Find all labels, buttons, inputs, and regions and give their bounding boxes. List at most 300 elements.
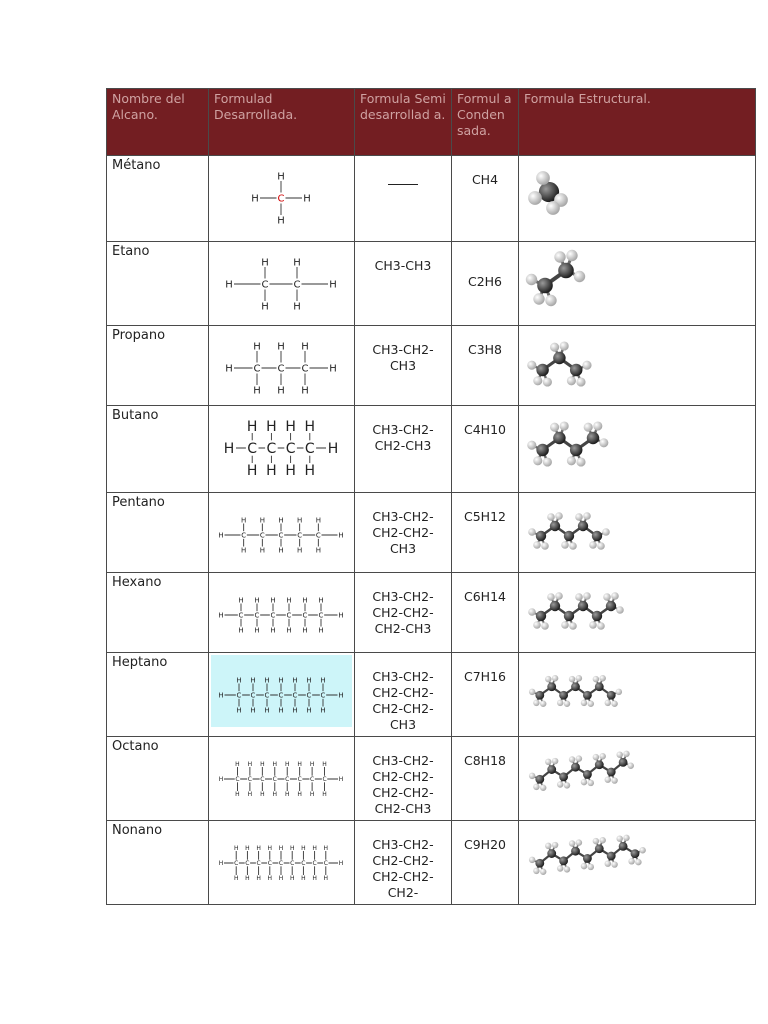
hydrogen-atom: H xyxy=(278,706,284,715)
hydrogen-atom: H xyxy=(278,516,284,525)
carbon-ball xyxy=(536,364,548,376)
hydrogen-ball xyxy=(557,700,563,706)
hydrogen-atom: H xyxy=(218,776,224,784)
carbon-atom: C xyxy=(322,776,327,784)
alkane-name: Métano xyxy=(107,156,209,242)
hydrogen-ball xyxy=(569,622,577,630)
carbon-atom: C xyxy=(315,531,321,540)
hydrogen-atom: H xyxy=(277,215,285,227)
carbon-atom: C xyxy=(235,776,240,784)
hydrogen-atom: H xyxy=(247,761,253,769)
developed-formula-drawing xyxy=(211,575,351,647)
hydrogen-ball xyxy=(635,859,641,865)
carbon-ball xyxy=(570,364,582,376)
carbon-ball xyxy=(570,444,582,456)
ball-and-stick-model xyxy=(521,158,671,230)
hydrogen-ball xyxy=(545,676,551,682)
alkane-name: Butano xyxy=(107,406,209,493)
hydrogen-atom: H xyxy=(312,875,317,883)
hydrogen-atom: H xyxy=(272,791,278,799)
hydrogen-ball xyxy=(560,421,569,430)
table-row xyxy=(107,821,756,905)
hydrogen-atom: H xyxy=(241,546,247,555)
hydrogen-ball xyxy=(597,542,605,550)
hydrogen-atom: H xyxy=(322,791,327,799)
developed-formula-cell xyxy=(209,493,355,573)
hydrogen-ball xyxy=(533,456,542,465)
hydrogen-atom: H xyxy=(338,860,344,868)
condensed-formula-cell xyxy=(452,242,519,326)
hydrogen-ball xyxy=(593,838,599,844)
carbon-atom: C xyxy=(310,776,315,784)
hydrogen-ball xyxy=(547,513,555,521)
hydrogen-atom: H xyxy=(302,626,308,635)
hydrogen-ball xyxy=(623,751,629,757)
carbon-atom: C xyxy=(293,279,301,291)
developed-formula-drawing xyxy=(211,158,351,230)
hydrogen-ball xyxy=(623,835,629,841)
table-row xyxy=(107,242,756,326)
table-row xyxy=(107,573,756,653)
hydrogen-ball xyxy=(550,423,559,432)
hydrogen-ball xyxy=(616,606,624,614)
alkane-name: Pentano xyxy=(107,493,209,573)
carbon-atom: C xyxy=(312,860,317,868)
carbon-atom: C xyxy=(272,776,277,784)
structural-formula-cell xyxy=(519,493,756,573)
carbon-ball xyxy=(592,611,602,621)
carbon-ball xyxy=(535,859,544,868)
hydrogen-ball xyxy=(545,295,556,306)
hydrogen-ball xyxy=(555,512,563,520)
hydrogen-ball xyxy=(527,361,536,370)
hydrogen-ball xyxy=(569,676,575,682)
carbon-atom: C xyxy=(285,440,296,457)
ball-and-stick-model xyxy=(521,328,671,400)
carbon-atom: C xyxy=(254,611,260,620)
hydrogen-ball xyxy=(557,781,563,787)
carbon-ball xyxy=(587,432,599,444)
condensed-formula: C6H14 xyxy=(464,589,506,604)
semi-formula: CH3-CH2-CH2-CH2-CH2-CH2-CH2- xyxy=(372,837,434,900)
hydrogen-ball xyxy=(602,528,610,536)
hydrogen-atom: H xyxy=(309,761,315,769)
hydrogen-ball xyxy=(576,457,585,466)
hydrogen-ball xyxy=(555,592,563,600)
hydrogen-ball xyxy=(528,608,536,616)
header-developed-formula: Formulad Desarrollada. xyxy=(209,89,355,156)
hydrogen-atom: H xyxy=(338,776,344,784)
carbon-atom: C xyxy=(260,776,265,784)
hydrogen-atom: H xyxy=(322,761,327,769)
hydrogen-atom: H xyxy=(293,301,301,313)
hydrogen-atom: H xyxy=(235,791,240,799)
hydrogen-atom: H xyxy=(329,279,337,291)
carbon-atom: C xyxy=(261,279,269,291)
carbon-ball xyxy=(535,775,544,784)
semi-formula: CH3-CH3 xyxy=(374,258,432,273)
table-row xyxy=(107,737,756,821)
hydrogen-atom: H xyxy=(285,462,296,479)
hydrogen-ball xyxy=(589,621,597,629)
hydrogen-atom: H xyxy=(297,761,302,769)
hydrogen-atom: H xyxy=(225,363,233,375)
hydrogen-ball xyxy=(599,753,605,759)
hydrogen-ball xyxy=(581,779,587,785)
hydrogen-atom: H xyxy=(318,596,324,605)
hydrogen-ball xyxy=(540,701,546,707)
carbon-atom: C xyxy=(234,860,239,868)
hydrogen-ball xyxy=(560,341,569,350)
hydrogen-ball xyxy=(576,755,582,761)
hydrogen-ball xyxy=(541,622,549,630)
hydrogen-atom: H xyxy=(233,875,239,883)
semi-formula-cell xyxy=(355,242,452,326)
hydrogen-ball xyxy=(533,293,544,304)
hydrogen-ball xyxy=(550,343,559,352)
hydrogen-ball xyxy=(533,784,539,790)
hydrogen-atom: H xyxy=(254,626,260,635)
carbon-atom: C xyxy=(259,531,265,540)
hydrogen-ball xyxy=(582,361,591,370)
carbon-ball xyxy=(559,856,568,865)
header-semi-developed-formula: Formula Semi desarrollad a. xyxy=(355,89,452,156)
developed-formula-drawing xyxy=(211,823,351,895)
hydrogen-atom: H xyxy=(259,546,265,555)
hydrogen-atom: H xyxy=(236,676,242,685)
hydrogen-ball xyxy=(533,700,539,706)
hydrogen-atom: H xyxy=(250,706,256,715)
hydrogen-atom: H xyxy=(289,845,295,853)
hydrogen-atom: H xyxy=(323,845,329,853)
condensed-formula: C9H20 xyxy=(464,837,506,852)
hydrogen-atom: H xyxy=(264,676,270,685)
hydrogen-atom: H xyxy=(289,875,295,883)
hydrogen-atom: H xyxy=(312,845,317,853)
hydrogen-atom: H xyxy=(320,676,326,685)
carbon-atom: C xyxy=(301,860,306,868)
hydrogen-atom: H xyxy=(261,301,269,313)
alkane-name: Octano xyxy=(107,737,209,821)
carbon-ball xyxy=(564,611,574,621)
header-name: Nombre del Alcano. xyxy=(107,89,209,156)
carbon-atom: C xyxy=(253,363,261,375)
hydrogen-atom: H xyxy=(286,596,292,605)
hydrogen-atom: H xyxy=(233,845,239,853)
hydrogen-atom: H xyxy=(315,546,321,555)
hydrogen-ball xyxy=(581,700,587,706)
hydrogen-atom: H xyxy=(301,385,309,397)
table-row xyxy=(107,406,756,493)
semi-formula: CH3-CH2-CH2-CH3 xyxy=(372,422,434,453)
hydrogen-atom: H xyxy=(297,791,302,799)
hydrogen-atom: H xyxy=(292,706,298,715)
alkane-name: Propano xyxy=(107,326,209,406)
carbon-ball xyxy=(553,432,565,444)
carbon-ball xyxy=(606,601,616,611)
carbon-ball xyxy=(583,770,592,779)
hydrogen-ball xyxy=(611,592,619,600)
hydrogen-ball xyxy=(597,622,605,630)
condensed-formula-cell xyxy=(452,156,519,242)
hydrogen-ball xyxy=(569,840,575,846)
hydrogen-ball xyxy=(541,542,549,550)
hydrogen-ball xyxy=(540,869,546,875)
ball-and-stick-model xyxy=(521,823,671,895)
structural-formula-cell xyxy=(519,737,756,821)
hydrogen-atom: H xyxy=(302,596,308,605)
header-structural-formula: Formula Estructural. xyxy=(519,89,756,156)
carbon-atom: C xyxy=(247,440,258,457)
hydrogen-atom: H xyxy=(278,546,284,555)
carbon-ball xyxy=(583,691,592,700)
hydrogen-atom: H xyxy=(284,761,290,769)
hydrogen-atom: H xyxy=(301,875,306,883)
carbon-atom: C xyxy=(323,860,328,868)
carbon-ball xyxy=(607,691,616,700)
hydrogen-ball xyxy=(533,868,539,874)
hydrogen-ball xyxy=(611,701,617,707)
carbon-atom: C xyxy=(285,776,290,784)
hydrogen-ball xyxy=(536,171,550,185)
hydrogen-ball xyxy=(593,754,599,760)
hydrogen-ball xyxy=(529,689,535,695)
hydrogen-atom: H xyxy=(297,546,303,555)
hydrogen-ball xyxy=(616,751,622,757)
carbon-ball xyxy=(536,531,546,541)
developed-formula-drawing xyxy=(211,408,351,480)
hydrogen-atom: H xyxy=(253,385,261,397)
hydrogen-ball xyxy=(603,593,611,601)
hydrogen-atom: H xyxy=(260,761,265,769)
hydrogen-atom: H xyxy=(245,845,250,853)
hydrogen-ball xyxy=(569,756,575,762)
hydrogen-ball xyxy=(528,191,542,205)
carbon-atom: C xyxy=(278,531,284,540)
developed-formula-cell xyxy=(209,821,355,905)
semi-formula-cell xyxy=(355,406,452,493)
hydrogen-atom: H xyxy=(246,462,258,479)
hydrogen-atom: H xyxy=(338,691,344,700)
hydrogen-ball xyxy=(547,593,555,601)
hydrogen-atom: H xyxy=(327,440,339,457)
carbon-ball xyxy=(558,263,574,279)
hydrogen-atom: H xyxy=(301,341,309,353)
hydrogen-ball xyxy=(526,274,537,285)
semi-formula-blank xyxy=(388,184,418,185)
hydrogen-ball xyxy=(554,251,565,262)
alkane-name: Hexano xyxy=(107,573,209,653)
hydrogen-ball xyxy=(588,864,594,870)
carbon-ball xyxy=(619,758,628,767)
hydrogen-atom: H xyxy=(266,418,277,435)
hydrogen-ball xyxy=(581,863,587,869)
hydrogen-atom: H xyxy=(264,706,270,715)
developed-formula-cell xyxy=(209,737,355,821)
hydrogen-atom: H xyxy=(278,845,284,853)
semi-formula-cell xyxy=(355,653,452,737)
hydrogen-atom: H xyxy=(260,791,265,799)
carbon-atom: C xyxy=(245,860,250,868)
hydrogen-ball xyxy=(564,701,570,707)
ball-and-stick-model xyxy=(521,739,671,811)
hydrogen-atom: H xyxy=(236,706,242,715)
condensed-formula: C7H16 xyxy=(464,669,506,684)
hydrogen-ball xyxy=(575,593,583,601)
hydrogen-ball xyxy=(543,457,552,466)
semi-formula-cell xyxy=(355,821,452,905)
carbon-ball xyxy=(547,682,556,691)
hydrogen-ball xyxy=(533,376,542,385)
hydrogen-atom: H xyxy=(238,626,244,635)
hydrogen-ball xyxy=(611,777,617,783)
hydrogen-ball xyxy=(564,866,570,872)
hydrogen-atom: H xyxy=(250,676,256,685)
developed-formula-drawing xyxy=(211,655,351,727)
hydrogen-ball xyxy=(605,860,611,866)
developed-formula-drawing xyxy=(211,244,351,316)
carbon-atom: C xyxy=(277,193,285,205)
table-row xyxy=(107,653,756,737)
semi-formula: CH3-CH2-CH2-CH2-CH2-CH3 xyxy=(372,589,434,636)
hydrogen-ball xyxy=(552,758,558,764)
carbon-ball xyxy=(537,278,553,294)
hydrogen-atom: H xyxy=(315,516,321,525)
hydrogen-ball xyxy=(584,423,593,432)
structural-formula-cell xyxy=(519,326,756,406)
hydrogen-atom: H xyxy=(278,676,284,685)
hydrogen-ball xyxy=(589,541,597,549)
hydrogen-atom: H xyxy=(272,761,278,769)
carbon-atom: C xyxy=(278,691,284,700)
carbon-ball xyxy=(535,691,544,700)
hydrogen-atom: H xyxy=(304,418,316,435)
condensed-formula-cell xyxy=(452,653,519,737)
hydrogen-ball xyxy=(605,776,611,782)
developed-formula-cell xyxy=(209,242,355,326)
hydrogen-ball xyxy=(599,675,605,681)
hydrogen-atom: H xyxy=(309,791,315,799)
carbon-atom: C xyxy=(241,531,247,540)
hydrogen-atom: H xyxy=(266,462,277,479)
carbon-ball xyxy=(547,849,556,858)
carbon-ball xyxy=(553,352,565,364)
ball-and-stick-model xyxy=(521,575,671,647)
hydrogen-atom: H xyxy=(301,845,306,853)
hydrogen-ball xyxy=(588,701,594,707)
carbon-ball xyxy=(571,682,580,691)
hydrogen-atom: H xyxy=(304,462,316,479)
carbon-ball xyxy=(578,521,588,531)
condensed-formula: C3H8 xyxy=(467,342,503,357)
hydrogen-ball xyxy=(593,676,599,682)
hydrogen-atom: H xyxy=(267,875,273,883)
semi-formula: CH3-CH2-CH2-CH2-CH2-CH2-CH2-CH3 xyxy=(372,753,434,816)
carbon-ball xyxy=(607,768,616,777)
carbon-atom: C xyxy=(297,531,303,540)
carbon-ball xyxy=(559,691,568,700)
hydrogen-atom: H xyxy=(278,875,284,883)
alkane-name: Etano xyxy=(107,242,209,326)
hydrogen-ball xyxy=(583,592,591,600)
condensed-formula: C5H12 xyxy=(464,509,506,524)
condensed-formula: CH4 xyxy=(471,172,499,187)
hydrogen-ball xyxy=(527,441,536,450)
alkane-table xyxy=(106,88,756,905)
hydrogen-atom: H xyxy=(318,626,324,635)
carbon-atom: C xyxy=(256,860,261,868)
carbon-ball xyxy=(536,611,546,621)
hydrogen-atom: H xyxy=(261,257,269,269)
structural-formula-cell xyxy=(519,406,756,493)
carbon-atom: C xyxy=(267,860,272,868)
carbon-atom: C xyxy=(270,611,276,620)
carbon-atom: C xyxy=(290,860,295,868)
carbon-atom: C xyxy=(266,440,277,457)
hydrogen-ball xyxy=(552,675,558,681)
hydrogen-atom: H xyxy=(285,418,296,435)
hydrogen-ball xyxy=(533,621,541,629)
ball-and-stick-model xyxy=(521,244,671,316)
hydrogen-ball xyxy=(576,839,582,845)
hydrogen-atom: H xyxy=(293,257,301,269)
hydrogen-atom: H xyxy=(270,596,276,605)
hydrogen-atom: H xyxy=(253,341,261,353)
hydrogen-atom: H xyxy=(306,706,312,715)
hydrogen-ball xyxy=(639,847,645,853)
hydrogen-ball xyxy=(588,780,594,786)
carbon-ball xyxy=(583,854,592,863)
developed-formula-drawing xyxy=(211,495,351,567)
carbon-ball xyxy=(550,521,560,531)
hydrogen-atom: H xyxy=(235,761,240,769)
hydrogen-ball xyxy=(628,763,634,769)
structural-formula-cell xyxy=(519,821,756,905)
alkane-name: Nonano xyxy=(107,821,209,905)
carbon-atom: C xyxy=(236,691,242,700)
hydrogen-atom: H xyxy=(286,626,292,635)
carbon-atom: C xyxy=(250,691,256,700)
carbon-atom: C xyxy=(320,691,326,700)
developed-formula-cell xyxy=(209,406,355,493)
semi-formula-cell xyxy=(355,573,452,653)
hydrogen-atom: H xyxy=(297,516,303,525)
carbon-atom: C xyxy=(301,363,309,375)
hydrogen-atom: H xyxy=(247,791,253,799)
hydrogen-atom: H xyxy=(277,171,285,183)
semi-formula-cell xyxy=(355,493,452,573)
carbon-atom: C xyxy=(302,611,308,620)
hydrogen-atom: H xyxy=(329,363,337,375)
hydrogen-ball xyxy=(540,785,546,791)
hydrogen-atom: H xyxy=(256,845,261,853)
hydrogen-ball xyxy=(576,675,582,681)
ball-and-stick-model xyxy=(521,495,671,567)
carbon-atom: C xyxy=(238,611,244,620)
carbon-ball xyxy=(631,849,640,858)
hydrogen-atom: H xyxy=(277,385,285,397)
semi-formula: CH3-CH2-CH2-CH2-CH2-CH2-CH3 xyxy=(372,669,434,732)
carbon-atom: C xyxy=(304,440,315,457)
semi-formula-cell xyxy=(355,156,452,242)
hydrogen-atom: H xyxy=(218,611,224,620)
structural-formula-cell xyxy=(519,156,756,242)
carbon-ball xyxy=(578,601,588,611)
hydrogen-ball xyxy=(566,250,577,261)
carbon-ball xyxy=(592,531,602,541)
hydrogen-ball xyxy=(599,438,608,447)
hydrogen-atom: H xyxy=(245,875,250,883)
